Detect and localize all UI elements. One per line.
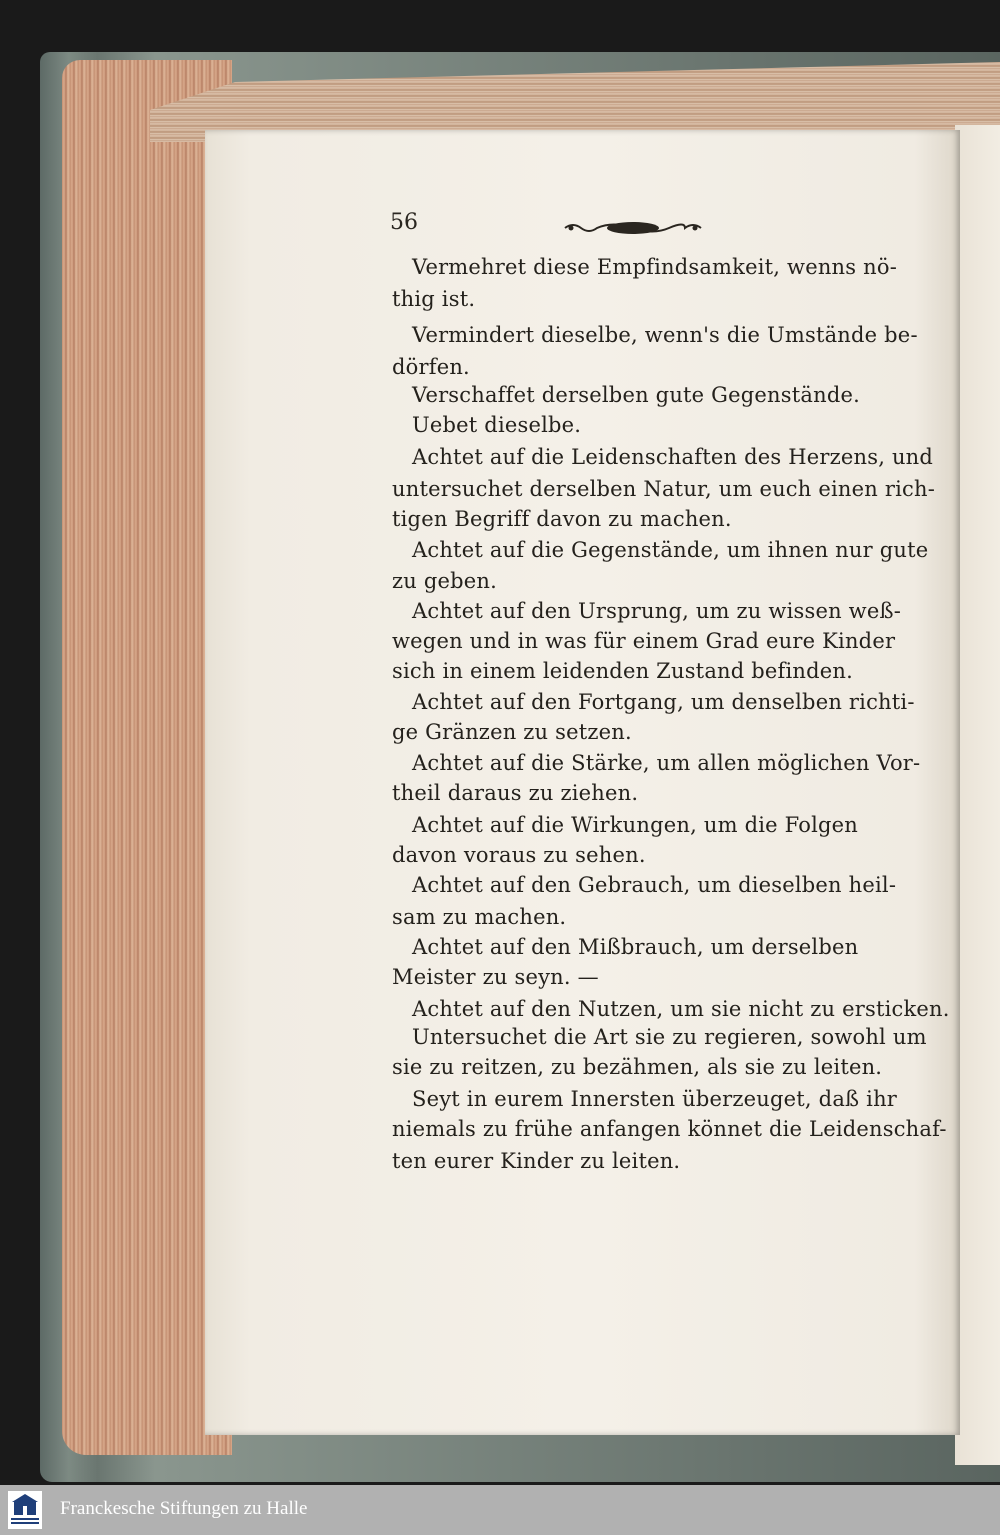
text-line: Verschaffet derselben gute Gegenstände. <box>412 383 860 407</box>
franckesche-stiftungen-logo-icon <box>8 1491 42 1529</box>
text-line: davon voraus zu sehen. <box>392 843 646 867</box>
text-line: Uebet dieselbe. <box>412 413 582 437</box>
text-line: Achtet auf den Ursprung, um zu wissen weß- <box>412 599 902 623</box>
header-ornament-icon <box>563 220 703 236</box>
text-line: Achtet auf den Nutzen, um sie nicht zu ersticken. <box>412 997 950 1021</box>
footer-bar <box>0 1485 1000 1535</box>
text-line: Achtet auf die Leidenschaften des Herzens, und <box>412 445 934 469</box>
text-line: theil daraus zu ziehen. <box>392 781 639 805</box>
text-line: sie zu reitzen, zu bezähmen, als sie zu leiten. <box>392 1055 883 1079</box>
text-line: zu geben. <box>392 569 498 593</box>
text-line: sam zu machen. <box>392 905 567 929</box>
text-line: niemals zu frühe anfangen könnet die Leidenschaf- <box>392 1117 947 1141</box>
text-line: wegen und in was für einem Grad eure Kinder <box>392 629 896 653</box>
text-line: Meister zu seyn. — <box>392 965 599 989</box>
text-line: Vermehret diese Empfindsamkeit, wenns nö- <box>412 255 897 279</box>
text-line: Vermindert dieselbe, wenn's die Umstände be- <box>412 323 918 347</box>
page-number: 56 <box>390 210 418 235</box>
text-line: Seyt in eurem Innersten überzeuget, daß ihr <box>412 1087 898 1111</box>
footer-institution-name: Franckesche Stiftungen zu Halle <box>60 1498 308 1519</box>
text-line: tigen Begriff davon zu machen. <box>392 507 732 531</box>
text-line: ten eurer Kinder zu leiten. <box>392 1149 681 1173</box>
text-line: Achtet auf den Gebrauch, um dieselben heil- <box>412 873 897 897</box>
text-line: Achtet auf den Mißbrauch, um derselben <box>412 935 859 959</box>
text-line: Achtet auf die Gegenstände, um ihnen nur gute <box>412 538 929 562</box>
text-line: untersuchet derselben Natur, um euch einen rich- <box>392 477 935 501</box>
text-line: Achtet auf die Stärke, um allen möglichen Vor- <box>412 751 921 775</box>
text-line: Achtet auf die Wirkungen, um die Folgen <box>412 813 859 837</box>
text-line: sich in einem leidenden Zustand befinden. <box>392 659 854 683</box>
text-line: dörfen. <box>392 355 470 379</box>
text-line: ge Gränzen zu setzen. <box>392 720 632 744</box>
facing-page <box>955 125 1000 1465</box>
text-line: Achtet auf den Fortgang, um denselben richti- <box>412 690 915 714</box>
page-header <box>390 210 890 244</box>
text-line: thig ist. <box>392 287 476 311</box>
text-line: Untersuchet die Art sie zu regieren, sowohl um <box>412 1025 927 1049</box>
